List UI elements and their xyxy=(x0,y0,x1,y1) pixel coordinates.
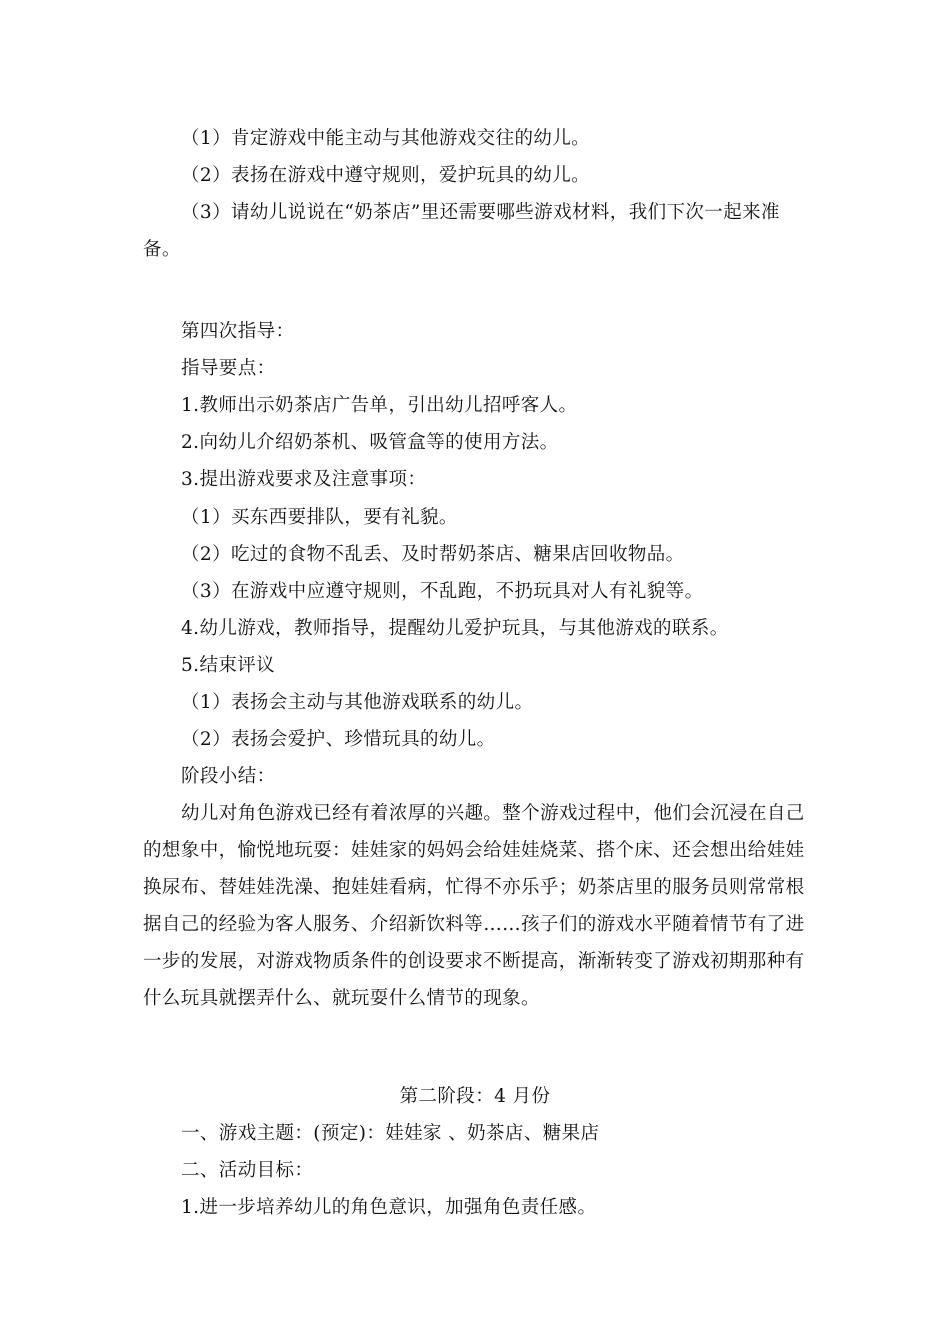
review-item-3: （3）请幼儿说说在“奶茶店”里还需要哪些游戏材料，我们下次一起来准 xyxy=(181,202,780,223)
summary-line-1: 幼儿对角色游戏已经有着浓厚的兴趣。整个游戏过程中，他们会沉浸在自己 xyxy=(181,803,805,824)
summary-line-6: 什么玩具就摆弄什么、就玩耍什么情节的现象。 xyxy=(143,988,540,1009)
activity-goal-heading: 二、活动目标： xyxy=(181,1160,314,1181)
requirement-item-2: （2）吃过的食物不乱丢、及时帮奶茶店、糖果店回收物品。 xyxy=(181,544,685,565)
guidance-step-4: 4.幼儿游戏，教师指导，提醒幼儿爱护玩具，与其他游戏的联系。 xyxy=(181,618,729,639)
summary-line-5: 一步的发展，对游戏物质条件的创设要求不断提高，渐渐转变了游戏初期那种有 xyxy=(143,951,805,972)
summary-line-4: 据自己的经验为客人服务、介绍新饮料等……孩子们的游戏水平随着情节有了进 xyxy=(143,914,805,935)
summary-line-3: 换尿布、替娃娃洗澡、抱娃娃看病，忙得不亦乐乎；奶茶店里的服务员则常常根 xyxy=(143,877,805,898)
summary-line-2: 的想象中，愉悦地玩耍：娃娃家的妈妈会给娃娃烧菜、搭个床、还会想出给娃娃 xyxy=(143,840,805,861)
guidance-step-2: 2.向幼儿介绍奶茶机、吸管盒等的使用方法。 xyxy=(181,432,559,453)
guidance-step-5: 5.结束评议 xyxy=(181,655,276,676)
game-theme-line: 一、游戏主题：(预定)：娃娃家 、奶茶店、糖果店 xyxy=(181,1123,600,1144)
guidance-points-heading: 指导要点： xyxy=(181,358,276,379)
stage-two-title: 第二阶段：4 月份 xyxy=(399,1086,551,1107)
requirement-item-1: （1）买东西要排队，要有礼貌。 xyxy=(181,507,458,528)
review-item-3-continued: 备。 xyxy=(143,239,181,260)
guidance-step-3: 3.提出游戏要求及注意事项： xyxy=(181,469,427,490)
section-heading-fourth-guidance: 第四次指导： xyxy=(181,321,295,342)
guidance-step-1: 1.教师出示奶茶店广告单，引出幼儿招呼客人。 xyxy=(181,395,578,416)
evaluation-item-1: （1）表扬会主动与其他游戏联系的幼儿。 xyxy=(181,692,534,713)
review-item-1: （1）肯定游戏中能主动与其他游戏交往的幼儿。 xyxy=(181,128,591,149)
stage-summary-heading: 阶段小结： xyxy=(181,766,276,787)
requirement-item-3: （3）在游戏中应遵守规则，不乱跑，不扔玩具对人有礼貌等。 xyxy=(181,581,704,602)
evaluation-item-2: （2）表扬会爱护、珍惜玩具的幼儿。 xyxy=(181,729,496,750)
activity-goal-1: 1.进一步培养幼儿的角色意识，加强角色责任感。 xyxy=(181,1197,597,1218)
review-item-2: （2）表扬在游戏中遵守规则，爱护玩具的幼儿。 xyxy=(181,165,591,186)
